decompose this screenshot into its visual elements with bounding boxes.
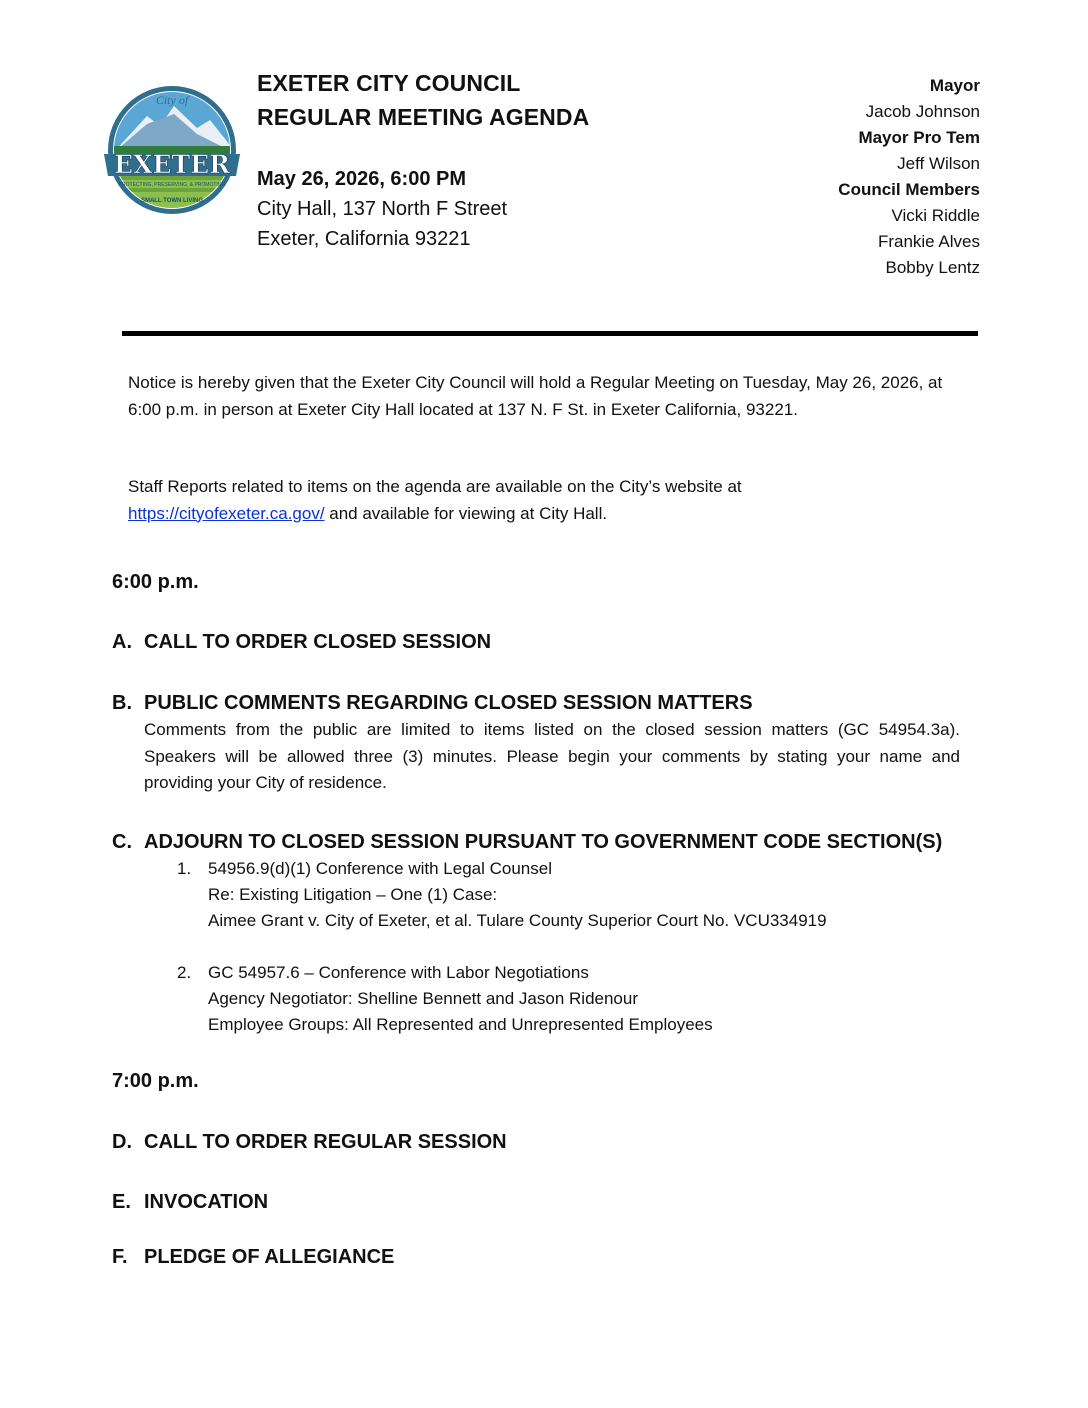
- mayor-pro-tem-label: Mayor Pro Tem: [858, 128, 980, 147]
- section-title: CALL TO ORDER CLOSED SESSION: [144, 631, 492, 653]
- section-letter: E.: [112, 1191, 131, 1213]
- logo-ribbon-text: PROTECTING, PRESERVING, & PROMOTING: [118, 182, 226, 188]
- meeting-address-line1: City Hall, 137 North F Street: [257, 198, 508, 220]
- meeting-date-time: May 26, 2026, 6:00 PM: [257, 168, 467, 190]
- section-title: PUBLIC COMMENTS REGARDING CLOSED SESSION MATTERS: [144, 692, 753, 714]
- closed-session-item: [177, 960, 972, 1038]
- section-letter: B.: [112, 692, 132, 714]
- council-member: Bobby Lentz: [885, 258, 980, 277]
- section-letter: C.: [112, 831, 132, 853]
- section-letter: F.: [112, 1246, 128, 1268]
- logo-name: EXETER: [114, 150, 230, 179]
- council-member: Vicki Riddle: [891, 206, 980, 225]
- section-letter: A.: [112, 631, 132, 653]
- council-title: EXETER CITY COUNCIL: [257, 70, 521, 96]
- mayor-name: Jacob Johnson: [865, 102, 980, 121]
- agenda-title: REGULAR MEETING AGENDA: [257, 104, 590, 130]
- meeting-address-line2: Exeter, California 93221: [257, 228, 471, 250]
- logo-top-text: City of: [155, 93, 189, 107]
- section-body: Comments from the public are limited to items listed on the closed session matters (GC 54954.3a). Speakers will be allowed three (3) minutes. Please begin your comments by stating your name and providing your City of residence.: [144, 720, 960, 792]
- agenda-section-d: [112, 1128, 972, 1156]
- staff-reports-text: Staff Reports related to items on the agenda are available on the City’s website at: [128, 477, 742, 496]
- item-line: GC 54957.6 – Conference with Labor Negotiations: [208, 963, 589, 982]
- session-time-heading: 7:00 p.m.: [112, 1070, 199, 1092]
- section-title: ADJOURN TO CLOSED SESSION PURSUANT TO GOVERNMENT CODE SECTION(S): [144, 831, 943, 853]
- council-member: Frankie Alves: [877, 232, 980, 251]
- mayor-label: Mayor: [929, 76, 980, 95]
- city-seal-logo: [102, 84, 242, 218]
- agenda-section-b: [112, 689, 972, 797]
- section-letter: D.: [112, 1131, 132, 1153]
- staff-reports-paragraph: [128, 474, 964, 527]
- agenda-section-e: [112, 1188, 972, 1216]
- session-time-heading: 6:00 p.m.: [112, 571, 199, 593]
- logo-bottom-text: SMALL TOWN LIVING: [140, 198, 204, 204]
- item-line: Employee Groups: All Represented and Unrepresented Employees: [208, 1015, 713, 1034]
- header-divider: [122, 331, 978, 336]
- section-title: CALL TO ORDER REGULAR SESSION: [144, 1131, 507, 1153]
- item-number: 1.: [177, 859, 192, 878]
- item-line: Re: Existing Litigation – One (1) Case:: [208, 885, 498, 904]
- council-roster: [680, 73, 980, 281]
- agenda-section-f: [112, 1243, 972, 1271]
- item-line: Agency Negotiator: Shelline Bennett and Jason Ridenour: [208, 989, 639, 1008]
- title-block: [257, 66, 717, 254]
- item-number: 2.: [177, 963, 192, 982]
- mayor-pro-tem-name: Jeff Wilson: [897, 154, 980, 173]
- council-members-label: Council Members: [838, 180, 980, 199]
- agenda-section-a: [112, 628, 972, 656]
- item-line: Aimee Grant v. City of Exeter, et al. Tulare County Superior Court No. VCU334919: [208, 911, 827, 930]
- closed-session-item: [177, 856, 972, 934]
- section-title: INVOCATION: [144, 1191, 269, 1213]
- item-line: 54956.9(d)(1) Conference with Legal Counsel: [208, 859, 552, 878]
- staff-reports-suffix: and available for viewing at City Hall.: [324, 503, 608, 523]
- city-website-link[interactable]: https://cityofexeter.ca.gov/: [128, 503, 325, 523]
- agenda-section-c: [112, 828, 972, 1038]
- notice-paragraph: Notice is hereby given that the Exeter City Council will hold a Regular Meeting on Tuesday, May 26, 2026, at 6:00 p.m. in person at Exeter City Hall located at 137 N. F St. in Exeter California, 93221.: [128, 373, 943, 419]
- section-title: PLEDGE OF ALLEGIANCE: [144, 1246, 395, 1268]
